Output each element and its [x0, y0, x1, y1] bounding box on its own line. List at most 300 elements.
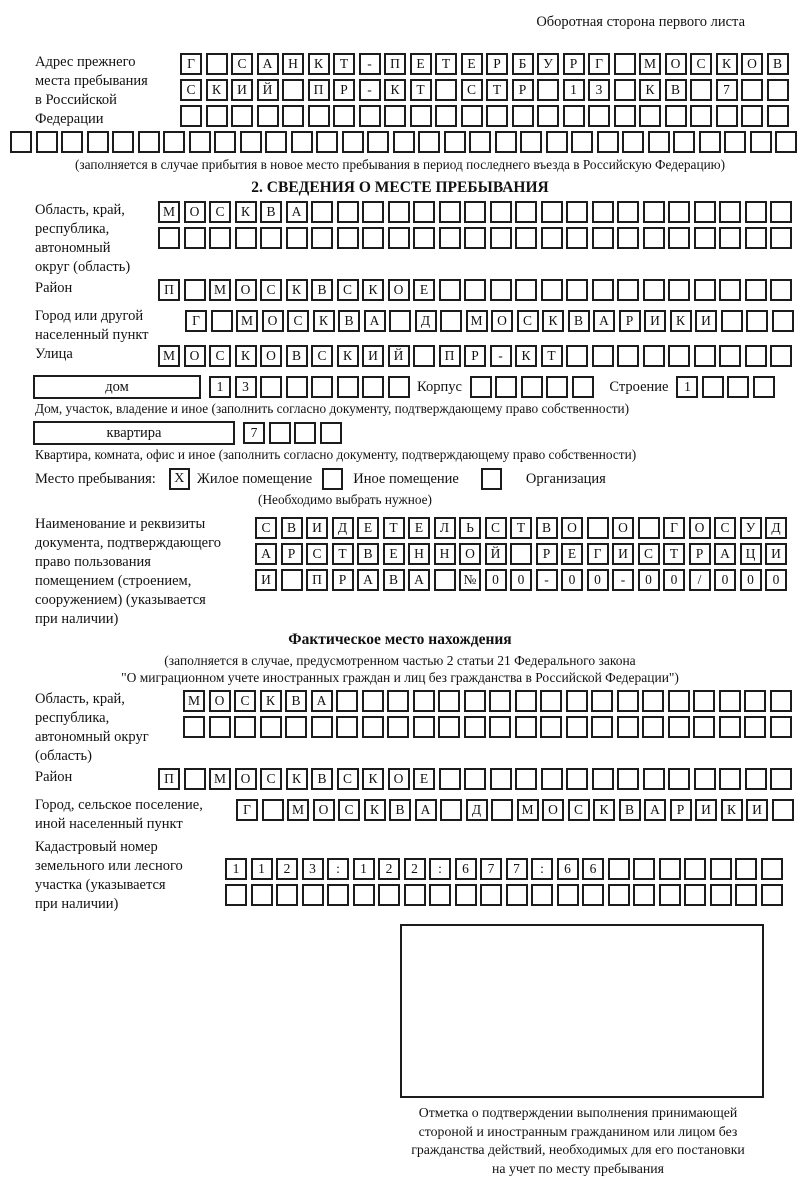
- text-line: Наименование и реквизиты: [35, 516, 206, 532]
- cadastre-row-2: [225, 884, 786, 906]
- char-cell: [413, 716, 435, 738]
- text-line: Отметка о подтверждении выполнения принимающей: [418, 1105, 738, 1120]
- char-cell: 7: [716, 79, 738, 101]
- char-cell: Р: [464, 345, 486, 367]
- char-cell: [665, 105, 687, 127]
- apartment-block: [33, 421, 800, 445]
- char-cell: [491, 799, 513, 821]
- text-line: гражданства действий, необходимых для его постановки: [411, 1142, 745, 1157]
- char-cell: [384, 105, 406, 127]
- stay-option-organization-label: Организация: [525, 471, 606, 487]
- char-cell: [772, 799, 794, 821]
- char-cell: [537, 79, 559, 101]
- char-cell: [684, 884, 706, 906]
- text-line: Город, сельское поселение,: [35, 797, 203, 813]
- prev-address-row-2: [180, 79, 792, 101]
- char-cell: [531, 884, 553, 906]
- char-cell: [515, 279, 537, 301]
- char-cell: О: [235, 279, 257, 301]
- char-cell: 3: [235, 376, 257, 398]
- char-cell: К: [639, 79, 661, 101]
- char-cell: [566, 716, 588, 738]
- char-cell: Г: [587, 543, 609, 565]
- char-cell: О: [542, 799, 564, 821]
- char-cell: [617, 227, 639, 249]
- char-cell: С: [311, 345, 333, 367]
- char-cell: О: [491, 310, 513, 332]
- char-cell: [694, 768, 716, 790]
- char-cell: Е: [413, 768, 435, 790]
- text-line: Адрес прежнего: [35, 54, 136, 70]
- char-cell: Т: [541, 345, 563, 367]
- char-cell: С: [287, 310, 309, 332]
- char-cell: О: [665, 53, 687, 75]
- char-cell: И: [695, 310, 717, 332]
- char-cell: [617, 345, 639, 367]
- char-cell: Н: [434, 543, 456, 565]
- text-line: иной населенный пункт: [35, 816, 183, 832]
- char-cell: М: [158, 345, 180, 367]
- char-cell: М: [158, 201, 180, 223]
- char-cell: [684, 858, 706, 880]
- document-row-1: [255, 517, 791, 539]
- char-cell: [591, 690, 613, 712]
- char-cell: С: [485, 517, 507, 539]
- document-grid: [255, 515, 791, 595]
- char-cell: [608, 884, 630, 906]
- char-cell: Г: [663, 517, 685, 539]
- char-cell: П: [439, 345, 461, 367]
- char-cell: [36, 131, 58, 153]
- char-cell: Ь: [459, 517, 481, 539]
- char-cell: Б: [512, 53, 534, 75]
- char-cell: К: [542, 310, 564, 332]
- prev-address-row-1: [180, 53, 792, 75]
- char-cell: [614, 79, 636, 101]
- char-cell: [10, 131, 32, 153]
- char-cell: И: [255, 569, 277, 591]
- char-cell: Р: [281, 543, 303, 565]
- char-cell: М: [466, 310, 488, 332]
- char-cell: В: [568, 310, 590, 332]
- char-cell: [540, 716, 562, 738]
- char-cell: [699, 131, 721, 153]
- char-cell: -: [359, 79, 381, 101]
- char-cell: [302, 884, 324, 906]
- apartment-label-box: квартира: [33, 421, 235, 445]
- char-cell: В: [357, 543, 379, 565]
- char-cell: [693, 690, 715, 712]
- text-line: Область, край,: [35, 691, 125, 707]
- char-cell: [719, 690, 741, 712]
- char-cell: [189, 131, 211, 153]
- char-cell: [710, 858, 732, 880]
- char-cell: [643, 227, 665, 249]
- document-row-2: [255, 543, 791, 565]
- cadastre-grid: [225, 838, 786, 910]
- corner-note: Оборотная сторона первого листа: [536, 14, 745, 30]
- char-cell: Л: [434, 517, 456, 539]
- char-cell: [557, 884, 579, 906]
- prev-address-block: [35, 53, 800, 131]
- char-cell: [741, 105, 763, 127]
- actual-district-block: [35, 768, 800, 794]
- char-cell: [353, 884, 375, 906]
- char-cell: 0: [765, 569, 787, 591]
- street-row: [158, 345, 796, 367]
- text-line: Кадастровый номер: [35, 839, 158, 855]
- char-cell: [735, 858, 757, 880]
- char-cell: [231, 105, 253, 127]
- char-cell: [388, 201, 410, 223]
- char-cell: [520, 131, 542, 153]
- char-cell: Р: [689, 543, 711, 565]
- char-cell: :: [327, 858, 349, 880]
- char-cell: С: [255, 517, 277, 539]
- char-cell: Е: [413, 279, 435, 301]
- text-line: автономный округ: [35, 729, 149, 745]
- char-cell: О: [313, 799, 335, 821]
- char-cell: [767, 79, 789, 101]
- char-cell: А: [593, 310, 615, 332]
- char-cell: [515, 227, 537, 249]
- char-cell: [429, 884, 451, 906]
- char-cell: /: [689, 569, 711, 591]
- char-cell: [316, 131, 338, 153]
- actual-region-row-2: [183, 716, 795, 738]
- char-cell: 0: [587, 569, 609, 591]
- char-cell: [772, 310, 794, 332]
- char-cell: [489, 716, 511, 738]
- char-cell: Т: [383, 517, 405, 539]
- char-cell: [750, 131, 772, 153]
- char-cell: Г: [236, 799, 258, 821]
- city-row: [185, 310, 797, 332]
- char-cell: Г: [185, 310, 207, 332]
- char-cell: Д: [765, 517, 787, 539]
- stay-option-other-premises-label: Иное помещение: [353, 471, 459, 487]
- region-row-2: [158, 227, 796, 249]
- char-cell: [537, 105, 559, 127]
- text-line: сооружением) (указывается: [35, 592, 206, 608]
- char-cell: [690, 105, 712, 127]
- char-cell: Е: [357, 517, 379, 539]
- char-cell: [367, 131, 389, 153]
- char-cell: П: [158, 768, 180, 790]
- char-cell: [294, 422, 316, 444]
- stay-type-block: [35, 468, 800, 490]
- char-cell: О: [612, 517, 634, 539]
- char-cell: Е: [561, 543, 583, 565]
- char-cell: [260, 376, 282, 398]
- char-cell: [269, 422, 291, 444]
- char-cell: В: [260, 201, 282, 223]
- char-cell: [413, 201, 435, 223]
- city-block: [35, 307, 800, 345]
- char-cell: [745, 279, 767, 301]
- char-cell: [767, 105, 789, 127]
- char-cell: К: [515, 345, 537, 367]
- char-cell: [435, 79, 457, 101]
- char-cell: [770, 201, 792, 223]
- char-cell: [566, 345, 588, 367]
- char-cell: [775, 131, 797, 153]
- char-cell: [389, 310, 411, 332]
- district-row: [158, 279, 796, 301]
- char-cell: [438, 716, 460, 738]
- char-cell: [418, 131, 440, 153]
- char-cell: [592, 768, 614, 790]
- char-cell: О: [689, 517, 711, 539]
- char-cell: С: [180, 79, 202, 101]
- char-cell: [359, 105, 381, 127]
- char-cell: М: [236, 310, 258, 332]
- char-cell: [495, 131, 517, 153]
- char-cell: [541, 768, 563, 790]
- char-cell: [694, 345, 716, 367]
- char-cell: [546, 131, 568, 153]
- char-cell: О: [184, 345, 206, 367]
- stay-type-label: Место пребывания:: [35, 471, 156, 487]
- char-cell: [388, 376, 410, 398]
- char-cell: [566, 279, 588, 301]
- char-cell: С: [260, 279, 282, 301]
- korpus-cells: [470, 376, 598, 398]
- char-cell: К: [286, 768, 308, 790]
- char-cell: В: [389, 799, 411, 821]
- actual-location-subtitle: [0, 653, 800, 686]
- char-cell: [716, 105, 738, 127]
- char-cell: В: [311, 768, 333, 790]
- char-cell: [469, 131, 491, 153]
- char-cell: [668, 716, 690, 738]
- char-cell: С: [461, 79, 483, 101]
- char-cell: [770, 768, 792, 790]
- char-cell: А: [714, 543, 736, 565]
- char-cell: [378, 884, 400, 906]
- char-cell: [515, 768, 537, 790]
- char-cell: [276, 884, 298, 906]
- char-cell: [260, 227, 282, 249]
- char-cell: С: [337, 768, 359, 790]
- char-cell: 7: [243, 422, 265, 444]
- char-cell: №: [459, 569, 481, 591]
- text-line: места пребывания: [35, 73, 148, 89]
- char-cell: И: [746, 799, 768, 821]
- char-cell: [464, 768, 486, 790]
- text-line: автономный: [35, 240, 111, 256]
- char-cell: [741, 79, 763, 101]
- char-cell: -: [536, 569, 558, 591]
- char-cell: [510, 543, 532, 565]
- char-cell: [489, 690, 511, 712]
- char-cell: У: [740, 517, 762, 539]
- char-cell: П: [158, 279, 180, 301]
- char-cell: Е: [461, 53, 483, 75]
- char-cell: Т: [410, 79, 432, 101]
- char-cell: П: [384, 53, 406, 75]
- char-cell: [694, 279, 716, 301]
- prev-address-footnote: (заполняется в случае прибытия в новое место пребывания в период последнего въезда в Российскую Федерацию): [74, 157, 726, 172]
- char-cell: Н: [282, 53, 304, 75]
- actual-district-label: Район: [35, 769, 73, 785]
- char-cell: [690, 79, 712, 101]
- cadastre-label: [35, 838, 225, 914]
- char-cell: А: [257, 53, 279, 75]
- char-cell: О: [262, 310, 284, 332]
- char-cell: [592, 279, 614, 301]
- char-cell: К: [235, 345, 257, 367]
- char-cell: [464, 279, 486, 301]
- document-block: [35, 515, 800, 629]
- actual-city-row: [236, 799, 797, 821]
- char-cell: [388, 227, 410, 249]
- text-line: помещением (строением,: [35, 573, 192, 589]
- char-cell: [540, 690, 562, 712]
- char-cell: [643, 768, 665, 790]
- char-cell: [286, 227, 308, 249]
- char-cell: [206, 53, 228, 75]
- char-cell: [336, 690, 358, 712]
- actual-city-label: [35, 796, 236, 834]
- char-cell: [546, 376, 568, 398]
- text-line: республика,: [35, 221, 110, 237]
- char-cell: [439, 227, 461, 249]
- text-line: (область): [35, 748, 92, 764]
- char-cell: [506, 884, 528, 906]
- char-cell: Й: [388, 345, 410, 367]
- char-cell: И: [362, 345, 384, 367]
- char-cell: И: [306, 517, 328, 539]
- char-cell: [592, 345, 614, 367]
- char-cell: [282, 105, 304, 127]
- text-line: Область, край,: [35, 202, 125, 218]
- char-cell: 1: [353, 858, 375, 880]
- char-cell: [592, 201, 614, 223]
- char-cell: [183, 716, 205, 738]
- char-cell: К: [337, 345, 359, 367]
- district-label: Район: [35, 280, 73, 296]
- char-cell: [464, 201, 486, 223]
- apartment-cells: [243, 422, 345, 444]
- char-cell: 7: [480, 858, 502, 880]
- char-cell: В: [665, 79, 687, 101]
- region-grid: [158, 201, 796, 253]
- char-cell: С: [690, 53, 712, 75]
- char-cell: П: [306, 569, 328, 591]
- actual-location-title: Фактическое место нахождения: [288, 631, 512, 648]
- char-cell: К: [362, 768, 384, 790]
- text-line: документа, подтверждающего: [35, 535, 221, 551]
- text-line: округ (область): [35, 259, 131, 275]
- char-cell: И: [644, 310, 666, 332]
- actual-region-row-1: [183, 690, 795, 712]
- char-cell: [362, 227, 384, 249]
- char-cell: [582, 884, 604, 906]
- char-cell: Т: [333, 53, 355, 75]
- char-cell: [710, 884, 732, 906]
- char-cell: К: [206, 79, 228, 101]
- char-cell: [311, 376, 333, 398]
- region-block: [35, 201, 800, 277]
- char-cell: Й: [257, 79, 279, 101]
- char-cell: [721, 310, 743, 332]
- apartment-caption: Квартира, комната, офис и иное (заполнить согласно документу, подтверждающему право собственности): [35, 447, 637, 462]
- char-cell: М: [209, 768, 231, 790]
- char-cell: В: [767, 53, 789, 75]
- char-cell: А: [286, 201, 308, 223]
- stay-type-note: (Необходимо выбрать нужное): [258, 492, 432, 507]
- char-cell: С: [260, 768, 282, 790]
- char-cell: 2: [404, 858, 426, 880]
- char-cell: [591, 716, 613, 738]
- char-cell: К: [670, 310, 692, 332]
- char-cell: В: [536, 517, 558, 539]
- stay-option-residential-label: Жилое помещение: [196, 471, 313, 487]
- char-cell: Т: [332, 543, 354, 565]
- char-cell: [337, 227, 359, 249]
- char-cell: Т: [486, 79, 508, 101]
- stamp-box: [400, 924, 764, 1098]
- char-cell: [464, 716, 486, 738]
- char-cell: [515, 201, 537, 223]
- char-cell: [435, 105, 457, 127]
- char-cell: [639, 105, 661, 127]
- char-cell: С: [714, 517, 736, 539]
- char-cell: [281, 569, 303, 591]
- char-cell: [413, 690, 435, 712]
- char-cell: К: [308, 53, 330, 75]
- char-cell: [490, 768, 512, 790]
- char-cell: [311, 716, 333, 738]
- char-cell: О: [235, 768, 257, 790]
- char-cell: И: [231, 79, 253, 101]
- char-cell: С: [517, 310, 539, 332]
- char-cell: [439, 279, 461, 301]
- char-cell: [719, 201, 741, 223]
- korpus-label: Корпус: [417, 379, 462, 395]
- char-cell: 0: [714, 569, 736, 591]
- char-cell: [260, 716, 282, 738]
- cadastre-block: [35, 838, 800, 914]
- text-line: при наличии): [35, 611, 119, 627]
- char-cell: [291, 131, 313, 153]
- char-cell: М: [183, 690, 205, 712]
- char-cell: [464, 227, 486, 249]
- char-cell: М: [287, 799, 309, 821]
- char-cell: [180, 105, 202, 127]
- char-cell: [438, 690, 460, 712]
- char-cell: С: [209, 201, 231, 223]
- char-cell: [184, 227, 206, 249]
- char-cell: [566, 690, 588, 712]
- char-cell: К: [721, 799, 743, 821]
- char-cell: [668, 227, 690, 249]
- char-cell: К: [593, 799, 615, 821]
- char-cell: М: [639, 53, 661, 75]
- char-cell: [541, 227, 563, 249]
- house-label-box: дом: [33, 375, 201, 399]
- char-cell: [311, 227, 333, 249]
- char-cell: 6: [557, 858, 579, 880]
- char-cell: [617, 201, 639, 223]
- char-cell: [719, 345, 741, 367]
- char-cell: Р: [333, 79, 355, 101]
- char-cell: С: [231, 53, 253, 75]
- char-cell: 7: [506, 858, 528, 880]
- char-cell: [719, 716, 741, 738]
- char-cell: 1: [676, 376, 698, 398]
